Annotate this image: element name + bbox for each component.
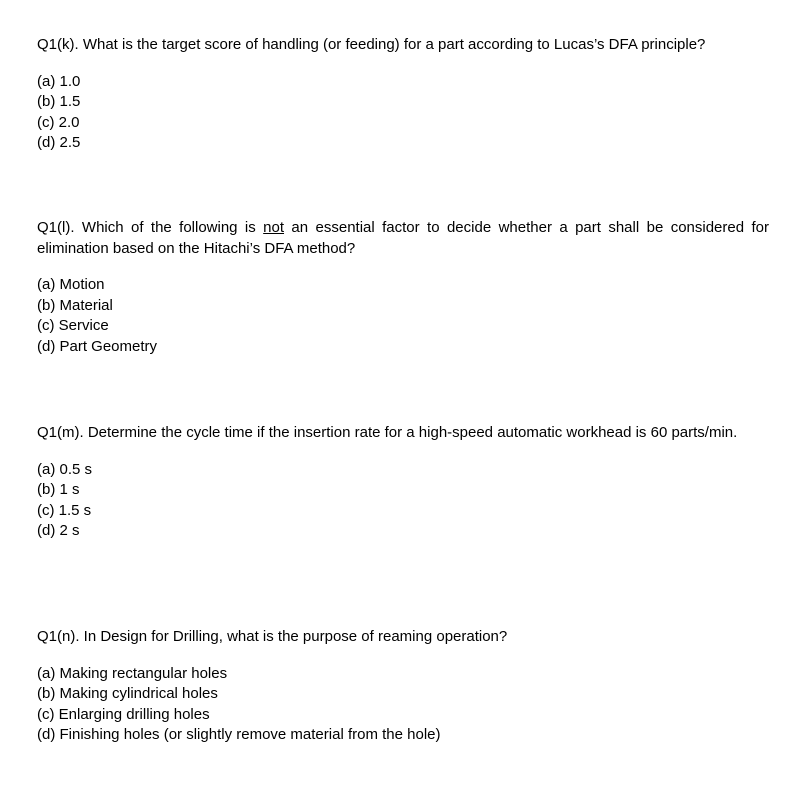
question-text-emphasis: not	[263, 219, 285, 236]
question-text: Q1(n). In Design for Drilling, what is the purpose of reaming operation?	[37, 628, 508, 645]
option-b: (b) 1.5	[37, 93, 81, 110]
option-d: (d) Finishing holes (or slightly remove material from the hole)	[37, 726, 441, 743]
option-c: (c) 1.5 s	[37, 501, 92, 519]
question-text: Q1(k). What is the target score of handling (or feeding) for a part according to Lucas’s DFA principle?	[37, 36, 706, 53]
option-d: (d) Part Geometry	[37, 337, 158, 355]
option-b: (b) Material	[37, 296, 113, 314]
option-c: (c) 2.0	[37, 113, 80, 131]
option-a: (a) Motion	[37, 276, 105, 293]
option-a: (a) 0.5 s	[37, 460, 93, 478]
question-q1l	[37, 218, 769, 357]
option-d: (d) 2 s	[37, 522, 80, 539]
question-text: Q1(m). Determine the cycle time if the insertion rate for a high-speed automatic workhead is 60 parts/min.	[37, 424, 738, 441]
option-d: (d) 2.5	[37, 134, 81, 151]
question-q1k	[37, 35, 769, 154]
answer-options	[37, 72, 769, 154]
question-text-before: Q1(l). Which of the following is	[37, 219, 264, 236]
question-q1n	[37, 627, 769, 746]
option-c: (c) Service	[37, 317, 109, 334]
question-text-after: an essential factor to decide whether a part shall be considered for elimination based on the Hitachi’s DFA method?	[37, 219, 769, 257]
answer-options	[37, 664, 769, 746]
question-text	[37, 218, 769, 259]
option-b: (b) 1 s	[37, 481, 80, 498]
question-q1m	[37, 423, 769, 542]
answer-options	[37, 460, 769, 542]
option-a: (a) 1.0	[37, 72, 81, 90]
answer-options	[37, 275, 769, 357]
option-a: (a) Making rectangular holes	[37, 664, 228, 682]
option-b: (b) Making cylindrical holes	[37, 685, 218, 702]
option-c: (c) Enlarging drilling holes	[37, 705, 210, 723]
